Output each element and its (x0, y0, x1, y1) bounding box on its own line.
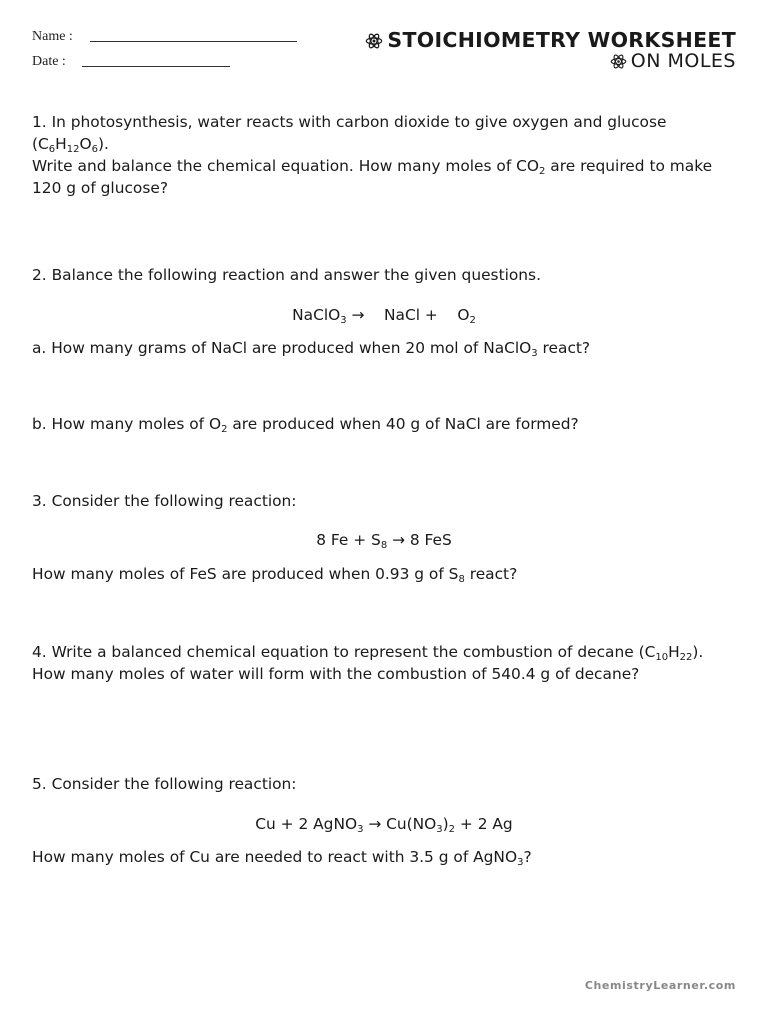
subscript: 3 (340, 315, 347, 326)
q4-text: How many moles of water will form with the combustion of 540.4 g of decane? (32, 665, 640, 683)
q4-text: 4. Write a balanced chemical equation to represent the combustion of decane (C (32, 643, 656, 661)
question-5-intro: 5. Consider the following reaction: (32, 775, 297, 793)
q5-text: ? (523, 848, 532, 866)
q1-text: Write and balance the chemical equation. How many moles of CO (32, 157, 540, 175)
eq-text: NaClO (292, 306, 341, 324)
question-2-intro: 2. Balance the following reaction and answer the given questions. (32, 266, 541, 284)
subscript: 2 (221, 424, 228, 435)
q2a-text: react? (537, 339, 591, 357)
q1-text: 1. In photosynthesis, water reacts with carbon dioxide to give oxygen and glucose (C (32, 113, 667, 153)
q2b-text: b. How many moles of O (32, 415, 222, 433)
eq-text: → Cu(NO (363, 815, 437, 833)
q2b-text: are produced when 40 g of NaCl are formed? (227, 415, 579, 433)
q1-text: are required to make (545, 157, 713, 175)
eq-text: 8 Fe + S (316, 531, 381, 549)
eq-text: Cu + 2 AgNO (255, 815, 358, 833)
q1-text: O (79, 135, 92, 153)
question-2-equation (0, 304, 768, 326)
q1-text: 120 g of glucose? (32, 179, 168, 197)
subscript: 10 (655, 652, 669, 663)
subscript: 8 (458, 574, 465, 585)
eq-text: → 8 FeS (387, 531, 452, 549)
subscript: 3 (531, 348, 538, 359)
title-line1: STOICHIOMETRY WORKSHEET (387, 28, 736, 52)
q3-text: How many moles of FeS are produced when 0.93 g of S (32, 565, 459, 583)
eq-text: + 2 Ag (455, 815, 513, 833)
subscript: 12 (66, 144, 80, 155)
eq-text: → NaCl + O (346, 306, 470, 324)
subscript: 6 (91, 144, 98, 155)
subscript: 3 (357, 824, 364, 835)
q3-text: react? (464, 565, 518, 583)
question-1 (32, 111, 742, 199)
question-5-equation (0, 813, 768, 835)
name-label: Name : (32, 29, 73, 44)
subscript: 2 (469, 315, 476, 326)
subscript: 2 (539, 166, 546, 177)
question-5 (32, 846, 742, 868)
question-3 (32, 563, 742, 585)
date-field-line[interactable] (82, 66, 230, 67)
question-2a (32, 337, 742, 359)
atom-icon (365, 32, 383, 50)
title-line2: ON MOLES (630, 50, 736, 72)
subscript: 6 (48, 144, 56, 155)
question-3-intro: 3. Consider the following reaction: (32, 492, 297, 510)
question-4 (32, 641, 742, 685)
subscript: 3 (436, 824, 443, 835)
q2a-text: a. How many grams of NaCl are produced when 20 mol of NaClO (32, 339, 532, 357)
worksheet-subtitle (610, 50, 736, 72)
subscript: 3 (517, 857, 524, 868)
name-field-line[interactable] (90, 41, 297, 42)
q4-text: H (668, 643, 680, 661)
eq-text: ) (442, 815, 449, 833)
date-label: Date : (32, 54, 66, 69)
q4-text: ). (692, 643, 704, 661)
q5-text: How many moles of Cu are needed to react with 3.5 g of AgNO (32, 848, 518, 866)
q1-text: H (55, 135, 67, 153)
q1-text: ). (97, 135, 109, 153)
question-3-equation (0, 529, 768, 551)
worksheet-title (365, 28, 736, 52)
subscript: 2 (448, 824, 456, 835)
site-credit: ChemistryLearner.com (584, 979, 736, 992)
subscript: 8 (380, 540, 388, 551)
subscript: 22 (679, 652, 693, 663)
question-2b (32, 413, 742, 435)
atom-icon (610, 53, 627, 70)
